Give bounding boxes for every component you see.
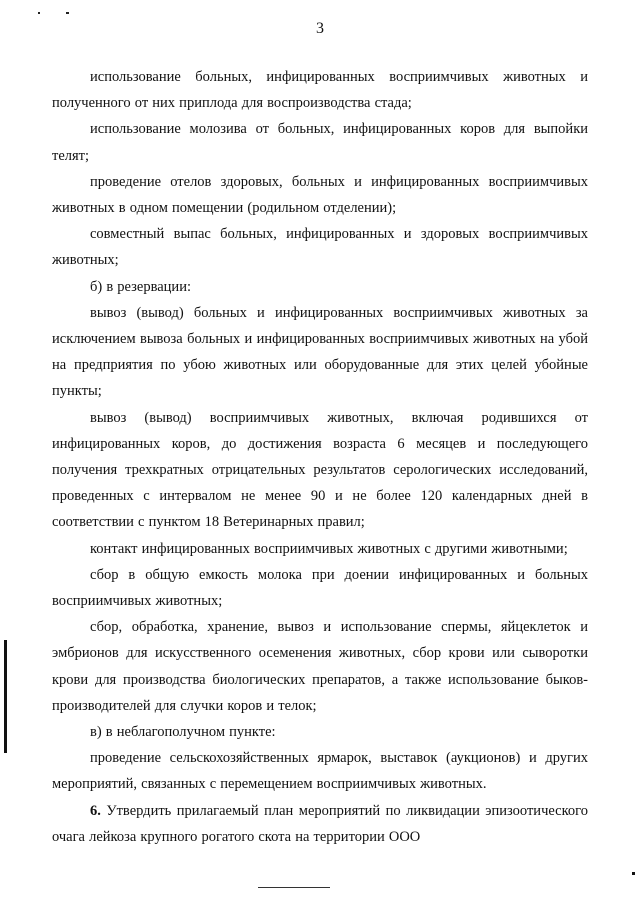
footer-rule — [258, 887, 330, 888]
paragraph-text: Утвердить прилагаемый план мероприятий по ликвидации эпизоотического очага лейкоза крупного рогатого скота на территории ООО — [52, 802, 588, 845]
scan-artifact-dot — [66, 12, 69, 14]
document-body — [52, 64, 588, 850]
scan-edge-line — [4, 640, 7, 753]
numbered-paragraph — [52, 798, 588, 850]
paragraph: сбор, обработка, хранение, вывоз и использование спермы, яйцеклеток и эмбрионов для искусственного осеменения животных, сбор крови или сыворотки крови для производства биологических препаратов, а также использование быков-производителей для случки коров и телок; — [52, 619, 588, 714]
paragraph: контакт инфицированных восприимчивых животных с другими животными; — [90, 540, 568, 557]
paragraph-number: 6. — [90, 802, 101, 819]
scan-artifact-dot — [632, 872, 635, 875]
paragraph: использование молозива от больных, инфицированных коров для выпойки телят; — [52, 121, 588, 164]
section-heading: в) в неблагополучном пункте: — [90, 724, 276, 741]
paragraph: проведение сельскохозяйственных ярмарок, выставок (аукционов) и других мероприятий, связанных с перемещением восприимчивых животных. — [52, 750, 588, 793]
scan-artifact-dot — [38, 12, 40, 14]
paragraph: проведение отелов здоровых, больных и инфицированных восприимчивых животных в одном помещении (родильном отделении); — [52, 173, 588, 217]
paragraph: вывоз (вывод) больных и инфицированных восприимчивых животных за исключением вывоза больных и инфицированных восприимчивых животных на убой на предприятия по убою животных или оборудованные для этих целей убойные пункты; — [52, 304, 588, 400]
page-number: 3 — [316, 20, 324, 37]
paragraph: использование больных, инфицированных восприимчивых животных и полученного от них приплода для воспроизводства стада; — [52, 69, 588, 112]
paragraph: совместный выпас больных, инфицированных и здоровых восприимчивых животных; — [52, 226, 588, 269]
paragraph: сбор в общую емкость молока при доении инфицированных и больных восприимчивых животных; — [52, 566, 588, 610]
section-heading: б) в резервации: — [90, 278, 191, 295]
paragraph: вывоз (вывод) восприимчивых животных, включая родившихся от инфицированных коров, до достижения возраста 6 месяцев и последующего получения трехкратных отрицательных результатов серологических исследований, проведенных с интервалом не менее 90 и не более 120 календарных дней в соответствии с пунктом 18 Ветеринарных правил; — [52, 409, 588, 531]
